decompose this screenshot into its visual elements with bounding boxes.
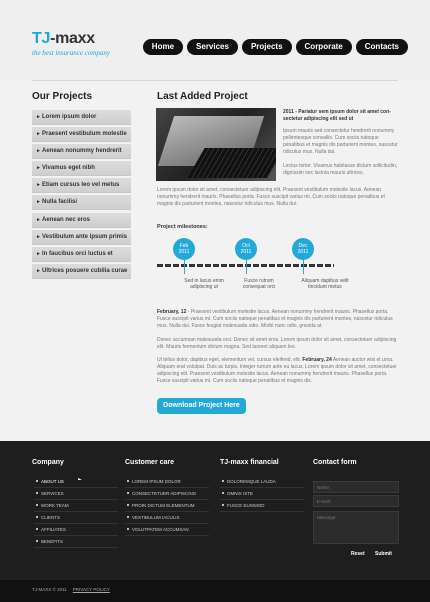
bullet-icon — [36, 528, 38, 530]
footer-company-title: Company — [32, 459, 64, 466]
copyright — [32, 587, 110, 592]
header — [0, 0, 430, 80]
project-lead: 2011 - Pariatur sem ipsum dolor sit amet con-sectetur adipiscing elit sed ut — [283, 109, 391, 122]
footer-link[interactable] — [34, 488, 118, 500]
project-item[interactable] — [32, 213, 131, 228]
project-paragraph: Lectus tortor. Vivamus habitasse dictum sollicitudin, dignissim nec lacinia mauris ultrices. — [283, 163, 398, 176]
project-item-label: Nulla facilisi — [42, 199, 78, 206]
mouse-cursor-icon — [78, 478, 82, 480]
milestone-month: Feb — [179, 243, 189, 249]
footer-link-label: CLIENTS — [41, 515, 61, 520]
laptop-keyboard — [187, 148, 276, 178]
privacy-policy-link[interactable]: PRIVACY POLICY — [72, 587, 110, 592]
arrow-right-icon: ► — [36, 250, 41, 257]
bullet-icon — [127, 516, 129, 518]
footer-care-list — [125, 476, 209, 536]
project-item[interactable] — [32, 230, 131, 245]
header-divider — [32, 80, 398, 81]
bullet-icon — [36, 492, 38, 494]
nav-projects[interactable]: Projects — [242, 39, 292, 55]
project-item[interactable] — [32, 144, 131, 159]
body-text: Ut tellus dolor, dapibus eget, elementum vel, cursus eleifend, elit. — [157, 357, 303, 363]
project-item[interactable] — [32, 247, 131, 262]
milestone-stem — [246, 260, 247, 274]
project-item-label: Aenean nonummy hendrerit — [42, 148, 122, 155]
bullet-icon — [127, 492, 129, 494]
name-field[interactable]: Name: — [313, 481, 399, 493]
bullet-icon — [222, 504, 224, 506]
arrow-right-icon: ► — [36, 165, 41, 172]
project-item-label: Ultrices posuere cubilia curae — [42, 267, 128, 274]
footer-care-title: Customer care — [125, 459, 175, 466]
project-item[interactable] — [32, 161, 131, 176]
milestone-text: Sed in lacus enim adipiscing ut — [184, 278, 224, 290]
footer-link[interactable] — [125, 500, 209, 512]
bullet-icon — [127, 528, 129, 530]
footer-link-label: ABOUT US — [41, 479, 64, 484]
footer-link-label: AFFILIATES — [41, 527, 66, 532]
milestone-year: 2011 — [240, 249, 252, 255]
nav-home[interactable]: Home — [143, 39, 183, 55]
bullet-icon — [36, 480, 38, 482]
last-project-title: Last Added Project — [157, 91, 248, 102]
footer-financial-list — [220, 476, 304, 512]
reset-button[interactable]: Reset — [351, 551, 365, 557]
nav-contacts[interactable]: Contacts — [356, 39, 408, 55]
bullet-icon — [127, 504, 129, 506]
project-item-label: Vivamus eget nibh — [42, 165, 95, 172]
message-field[interactable]: Message: — [313, 511, 399, 544]
footer-link[interactable] — [34, 500, 118, 512]
milestone-badge — [292, 238, 314, 260]
laptop-image — [156, 108, 276, 181]
project-item-label: Etiam cursus leo vel metus — [42, 182, 120, 189]
project-item-label: Lorem ipsum dolor — [42, 114, 97, 120]
bullet-icon — [36, 516, 38, 518]
project-item[interactable] — [32, 110, 131, 125]
milestone-year: 2011 — [297, 249, 309, 255]
footer-link[interactable] — [34, 476, 118, 488]
footer-link-label: VOLUTPATEM ACCUMSAN — [132, 527, 189, 532]
body-text: Aenean auctor wisi et urna. Aliquam erat volutpat. Duis ac turpis. Integer rutrum ante eu lacus. Lorem ipsum dolor sit amet, consectetuer adipiscing elit. Praesent vestibulum molestie lacus. Aenean nonummy hendrerit mauris. Phasellus porta. Fusce suscipit varius mi. Cum sociis natoque penatibus et magnis dis. — [157, 357, 397, 384]
footer-link[interactable] — [34, 512, 118, 524]
footer-link-label: FUSCE EUISMOD — [227, 503, 265, 508]
footer-link-label: SERVICES — [41, 491, 64, 496]
milestone-badge — [235, 238, 257, 260]
footer-link-label: WORK TEAM — [41, 503, 69, 508]
footer-link[interactable] — [220, 476, 304, 488]
footer-link[interactable] — [34, 536, 118, 548]
project-paragraph: Ipsum mauris sed consectetur hendrerit nonummy pellentesque convallis. Cum sociis natoque penatibus et magnis dis parturient montes, nascetur ridiculus mus. Nulla dui. — [283, 128, 398, 155]
milestone-year: 2011 — [178, 249, 190, 255]
footer-link[interactable] — [125, 524, 209, 536]
arrow-right-icon: ► — [36, 267, 41, 274]
logo-suffix: -maxx — [50, 30, 95, 47]
contact-form-title: Contact form — [313, 459, 357, 466]
project-item-label: Vestibulum ante ipsum primis — [42, 233, 128, 240]
footer-link-label: VESTIBULUM IACULIS — [132, 515, 180, 520]
bullet-icon — [36, 504, 38, 506]
milestone-stem — [184, 260, 185, 274]
project-item-label: In faucibus orci luctus et — [42, 250, 113, 257]
footer-link[interactable] — [125, 512, 209, 524]
milestone-stem — [303, 260, 304, 274]
footer-link-label: CONSECTETUER ADIPISCING — [132, 491, 197, 496]
milestone-badge — [173, 238, 195, 260]
footer-link-label: LOREM IPSUM DOLOR — [132, 479, 181, 484]
milestone-text: Fusce rutrum consequat orci — [242, 278, 276, 290]
email-field[interactable]: E-mail: — [313, 495, 399, 507]
footer-company-list — [34, 476, 118, 548]
logo-prefix: TJ — [32, 30, 51, 47]
logo[interactable] — [32, 30, 95, 48]
project-item[interactable] — [32, 195, 131, 210]
footer-link[interactable] — [34, 524, 118, 536]
footer-link[interactable] — [125, 476, 209, 488]
project-paragraph: Lorem ipsum dolor sit amet, consectetuer adipiscing elit. Praesent vestibulum molestie lacus. Aenean nonummy hendrerit mauris. Phasellus porta. Fusce suscipit varius mi. Cum sociis natoque penatibus et magnis dis parturient montes, nascetur ridiculus mus. Nulla dui. — [157, 187, 385, 207]
body-paragraph — [157, 309, 400, 330]
tagline: the best insurance company — [32, 49, 110, 57]
footer-link[interactable] — [220, 488, 304, 500]
bullet-icon — [127, 480, 129, 482]
bullet-icon — [222, 492, 224, 494]
footer-link-label: BENEFITS — [41, 539, 64, 544]
arrow-right-icon: ► — [36, 114, 41, 120]
milestone-text: Aliquam dapibus velit tincidunt metus — [301, 278, 349, 290]
arrow-right-icon: ► — [36, 216, 41, 223]
main-nav — [143, 39, 408, 55]
arrow-right-icon: ► — [36, 199, 41, 206]
footer-link-label: OMNIS ISTE — [227, 491, 254, 496]
projects-list — [32, 110, 131, 281]
download-project-button[interactable]: Download Project Here — [157, 398, 246, 414]
footer-financial-title: TJ-maxx financial — [220, 459, 279, 466]
project-item[interactable] — [32, 127, 131, 142]
milestone-month: Dec — [298, 243, 308, 249]
date-label: February, 24 — [302, 357, 332, 363]
footer-link[interactable] — [125, 488, 209, 500]
body-paragraph — [157, 357, 400, 385]
arrow-right-icon: ► — [36, 131, 41, 138]
body-text: - Praesent vestibulum molestie lacus. Aenean nonummy hendrerit mauris. Phasellus porta. Fusce suscipit varius mi. Cum sociis natoque penatibus et magnis dis parturient montes, nascetur ridiculus mus. Nulla dui. Fusce feugiat malesuada odio. Morbi nunc odio, gravida at. — [157, 309, 393, 329]
project-item-label: Aenean nec eros — [42, 216, 91, 223]
project-item[interactable] — [32, 178, 131, 193]
bullet-icon — [222, 480, 224, 482]
our-projects-title: Our Projects — [32, 91, 93, 102]
arrow-right-icon: ► — [36, 182, 41, 189]
copyright-text: TJ-MAXX © 2011 — [32, 587, 67, 592]
nav-corporate[interactable]: Corporate — [296, 39, 352, 55]
footer-link[interactable] — [220, 500, 304, 512]
nav-services[interactable]: Services — [187, 39, 238, 55]
body-paragraph: Donec accumsan malesuada orci. Donec sit amet eros. Lorem ipsum dolor sit amet, consectetuer adipiscing elit. Mauris fermentum dictum magna. Sed laoreet aliquam leo. — [157, 337, 397, 350]
milestones-label: Project milestones: — [157, 224, 208, 230]
footer-link-label: DOLOREMQUE LAUDA — [227, 479, 276, 484]
project-item-label: Praesent vestibulum molestie — [42, 131, 127, 138]
milestone-month: Oct — [242, 243, 250, 249]
submit-button[interactable]: Submit — [375, 551, 392, 557]
date-label: February, 12 — [157, 309, 187, 315]
bullet-icon — [36, 540, 38, 542]
footer-link-label: PROIN DICTUM ELEMENTUM — [132, 503, 195, 508]
arrow-right-icon: ► — [36, 148, 41, 155]
project-item[interactable] — [32, 264, 131, 279]
arrow-right-icon: ► — [36, 233, 41, 240]
